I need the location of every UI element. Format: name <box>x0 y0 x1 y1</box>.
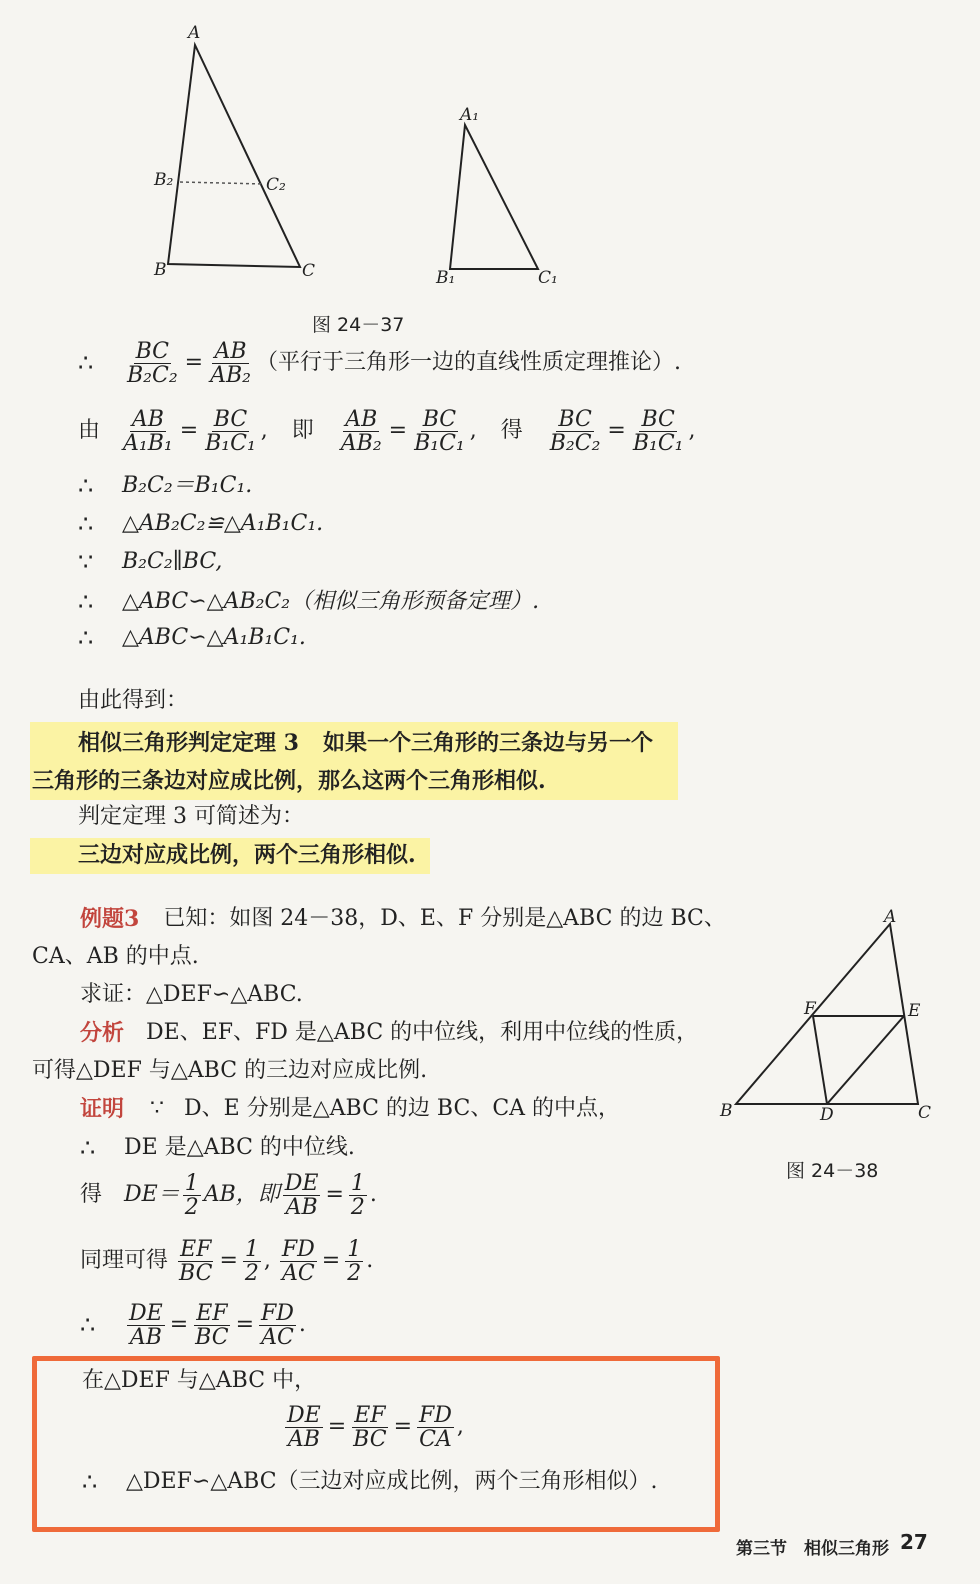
fraction: $\frac{BC}{\text{B₁C₁}}$ <box>414 407 465 457</box>
label-c1: C₁ <box>538 268 558 288</box>
fraction: $\frac{DE}{AB}$ <box>284 1171 319 1221</box>
label-b: B <box>154 260 167 280</box>
fraction: $\frac{EF}{BC}$ <box>195 1301 229 1351</box>
theorem-note: （平行于三角形一边的直线性质定理推论）. <box>255 350 681 376</box>
fraction: $\frac{1}{2}$ <box>350 1171 365 1221</box>
label-a1: A₁ <box>460 105 480 125</box>
fraction: $\frac{AB}{\text{AB₂}}$ <box>340 407 382 457</box>
fraction: $\frac{AB}{\text{A₁B₁}}$ <box>123 407 173 457</box>
fraction: $\frac{AB}{\text{AB₂}}$ <box>210 339 251 389</box>
analysis-line-1: 分析 DE、EF、FD 是△ABC 的中位线，利用中位线的性质， <box>80 1020 699 1046</box>
analysis-label: 分析 <box>80 1020 125 1046</box>
fraction: $\frac{1}{2}$ <box>347 1237 362 1287</box>
box-line-1: 在△DEF 与△ABC 中， <box>82 1368 317 1393</box>
fraction: $\frac{BC}{\text{B₁C₁}}$ <box>632 407 684 457</box>
proof-line-1: ∴ $\frac{BC}{\text{B₂C₂}}$ = $\frac{AB}{\text{AB₂}}$ （平行于三角形一边的直线性质定理推论）. <box>78 339 681 389</box>
fraction: $\frac{FD}{CA}$ <box>419 1403 452 1453</box>
footer-section: 第三节 <box>736 1539 787 1559</box>
fraction: $\frac{DE}{AB}$ <box>129 1301 163 1351</box>
page-number: 27 <box>900 1530 928 1554</box>
label-b1: B₁ <box>436 268 456 288</box>
theorem-line-2: 三角形的三条边对应成比例，那么这两个三角形相似. <box>32 768 546 794</box>
label-b2: B₂ <box>154 170 174 190</box>
dashed-b2c2 <box>180 182 264 184</box>
label-c: C <box>302 261 316 281</box>
proof-line-5: ∵ B₂C₂∥BC, <box>78 548 223 576</box>
triangle-a1b1c1 <box>450 125 538 269</box>
label-e-38: E <box>908 1001 921 1021</box>
example-given-1: 例题3 已知：如图 24－38，D、E、F 分别是△ABC 的边 BC、 <box>80 906 726 932</box>
proof-line-4: ∴ △AB₂C₂≌△A₁B₁C₁. <box>78 510 324 538</box>
analysis-line-2: 可得△DEF 与△ABC 的三边对应成比例. <box>32 1058 428 1083</box>
label-f-38: F <box>804 999 816 1019</box>
box-line-2: $\frac{DE}{AB}$ = $\frac{EF}{BC}$ = $\frac{FD}{CA}$ , <box>287 1403 464 1453</box>
label-d-38: D <box>820 1105 834 1125</box>
label-c-38: C <box>918 1103 932 1123</box>
label-a-38: A <box>884 907 897 927</box>
fraction: $\frac{EF}{BC}$ <box>179 1237 213 1287</box>
triangle-abc-38 <box>736 924 918 1104</box>
proof-label: 证明 <box>80 1096 125 1122</box>
proof2-line-3: 得 DE＝ $\frac{1}{2}$ AB，即 $\frac{DE}{AB}$ = $\frac{1}{2}$ . <box>80 1171 377 1221</box>
label-a: A <box>188 23 201 43</box>
example-prove: 求证：△DEF∽△ABC. <box>80 982 303 1007</box>
proof2-line-2: ∴ DE 是△ABC 的中位线. <box>80 1134 355 1162</box>
theorem-line-1: 相似三角形判定定理 3 如果一个三角形的三条边与另一个 <box>78 730 653 756</box>
therefore-symbol: ∴ <box>78 349 94 378</box>
fraction: $\frac{BC}{\text{B₂C₂}}$ <box>127 339 178 389</box>
proof-line-7: ∴ △ABC∽△A₁B₁C₁. <box>78 624 306 652</box>
ji-text: 即 <box>291 418 314 444</box>
fraction: $\frac{BC}{\text{B₂C₂}}$ <box>549 407 601 457</box>
you-text: 由 <box>78 418 101 444</box>
box-line-3: ∴ △DEF∽△ABC（三边对应成比例，两个三角形相似）. <box>82 1468 658 1496</box>
theorem-short-intro: 判定定理 3 可简述为： <box>78 804 304 829</box>
example-label: 例题3 <box>80 906 140 932</box>
fraction: $\frac{EF}{BC}$ <box>353 1403 387 1453</box>
label-c2: C₂ <box>266 175 286 195</box>
fraction: $\frac{1}{2}$ <box>184 1171 199 1221</box>
example-given-2: CA、AB 的中点. <box>32 944 199 969</box>
footer-title: 相似三角形 <box>804 1539 889 1559</box>
figure-24-37-caption: 图 24－37 <box>312 314 405 336</box>
theorem-title: 相似三角形判定定理 3 <box>78 730 299 756</box>
theorem-short: 三边对应成比例，两个三角形相似. <box>78 842 416 868</box>
theorem-intro: 由此得到： <box>78 688 189 713</box>
fraction: $\frac{1}{2}$ <box>244 1237 259 1287</box>
proof2-line-5: ∴ $\frac{DE}{AB}$ = $\frac{EF}{BC}$ = $\frac{FD}{AC}$ . <box>80 1301 306 1351</box>
proof2-line-4: 同理可得 $\frac{EF}{BC}$ = $\frac{1}{2}$ , $\frac{FD}{AC}$ = $\frac{1}{2}$ . <box>80 1237 374 1287</box>
proof-line-2: 由 $\frac{AB}{\text{A₁B₁}}$ = $\frac{BC}{\text{B₁C₁}}$ , 即 $\frac{AB}{\text{AB₂}}$ = $\frac{BC}{\text{B₁C₁}}$ , 得 $\frac{BC}{\text{B₂C₂}}$ = $\frac{BC}{\text{B₁C₁}}$ , <box>78 407 696 457</box>
proof-line-3: ∴ B₂C₂＝B₁C₁. <box>78 472 253 500</box>
figure-24-38 <box>718 906 942 1128</box>
label-b-38: B <box>720 1101 733 1121</box>
figure-24-38-caption: 图 24－38 <box>786 1160 879 1182</box>
fraction: $\frac{BC}{\text{B₁C₁}}$ <box>205 407 256 457</box>
proof-line-6: ∴ △ABC∽△AB₂C₂（相似三角形预备定理）. <box>78 588 540 616</box>
de-text: 得 <box>500 418 523 444</box>
proof2-line-1: 证明 ∵ D、E 分别是△ABC 的边 BC、CA 的中点， <box>80 1096 621 1122</box>
fraction: $\frac{DE}{AB}$ <box>287 1403 321 1453</box>
figure-24-37 <box>140 20 580 295</box>
fraction: $\frac{FD}{AC}$ <box>281 1237 315 1287</box>
fraction: $\frac{FD}{AC}$ <box>261 1301 294 1351</box>
triangle-abc <box>168 45 300 267</box>
